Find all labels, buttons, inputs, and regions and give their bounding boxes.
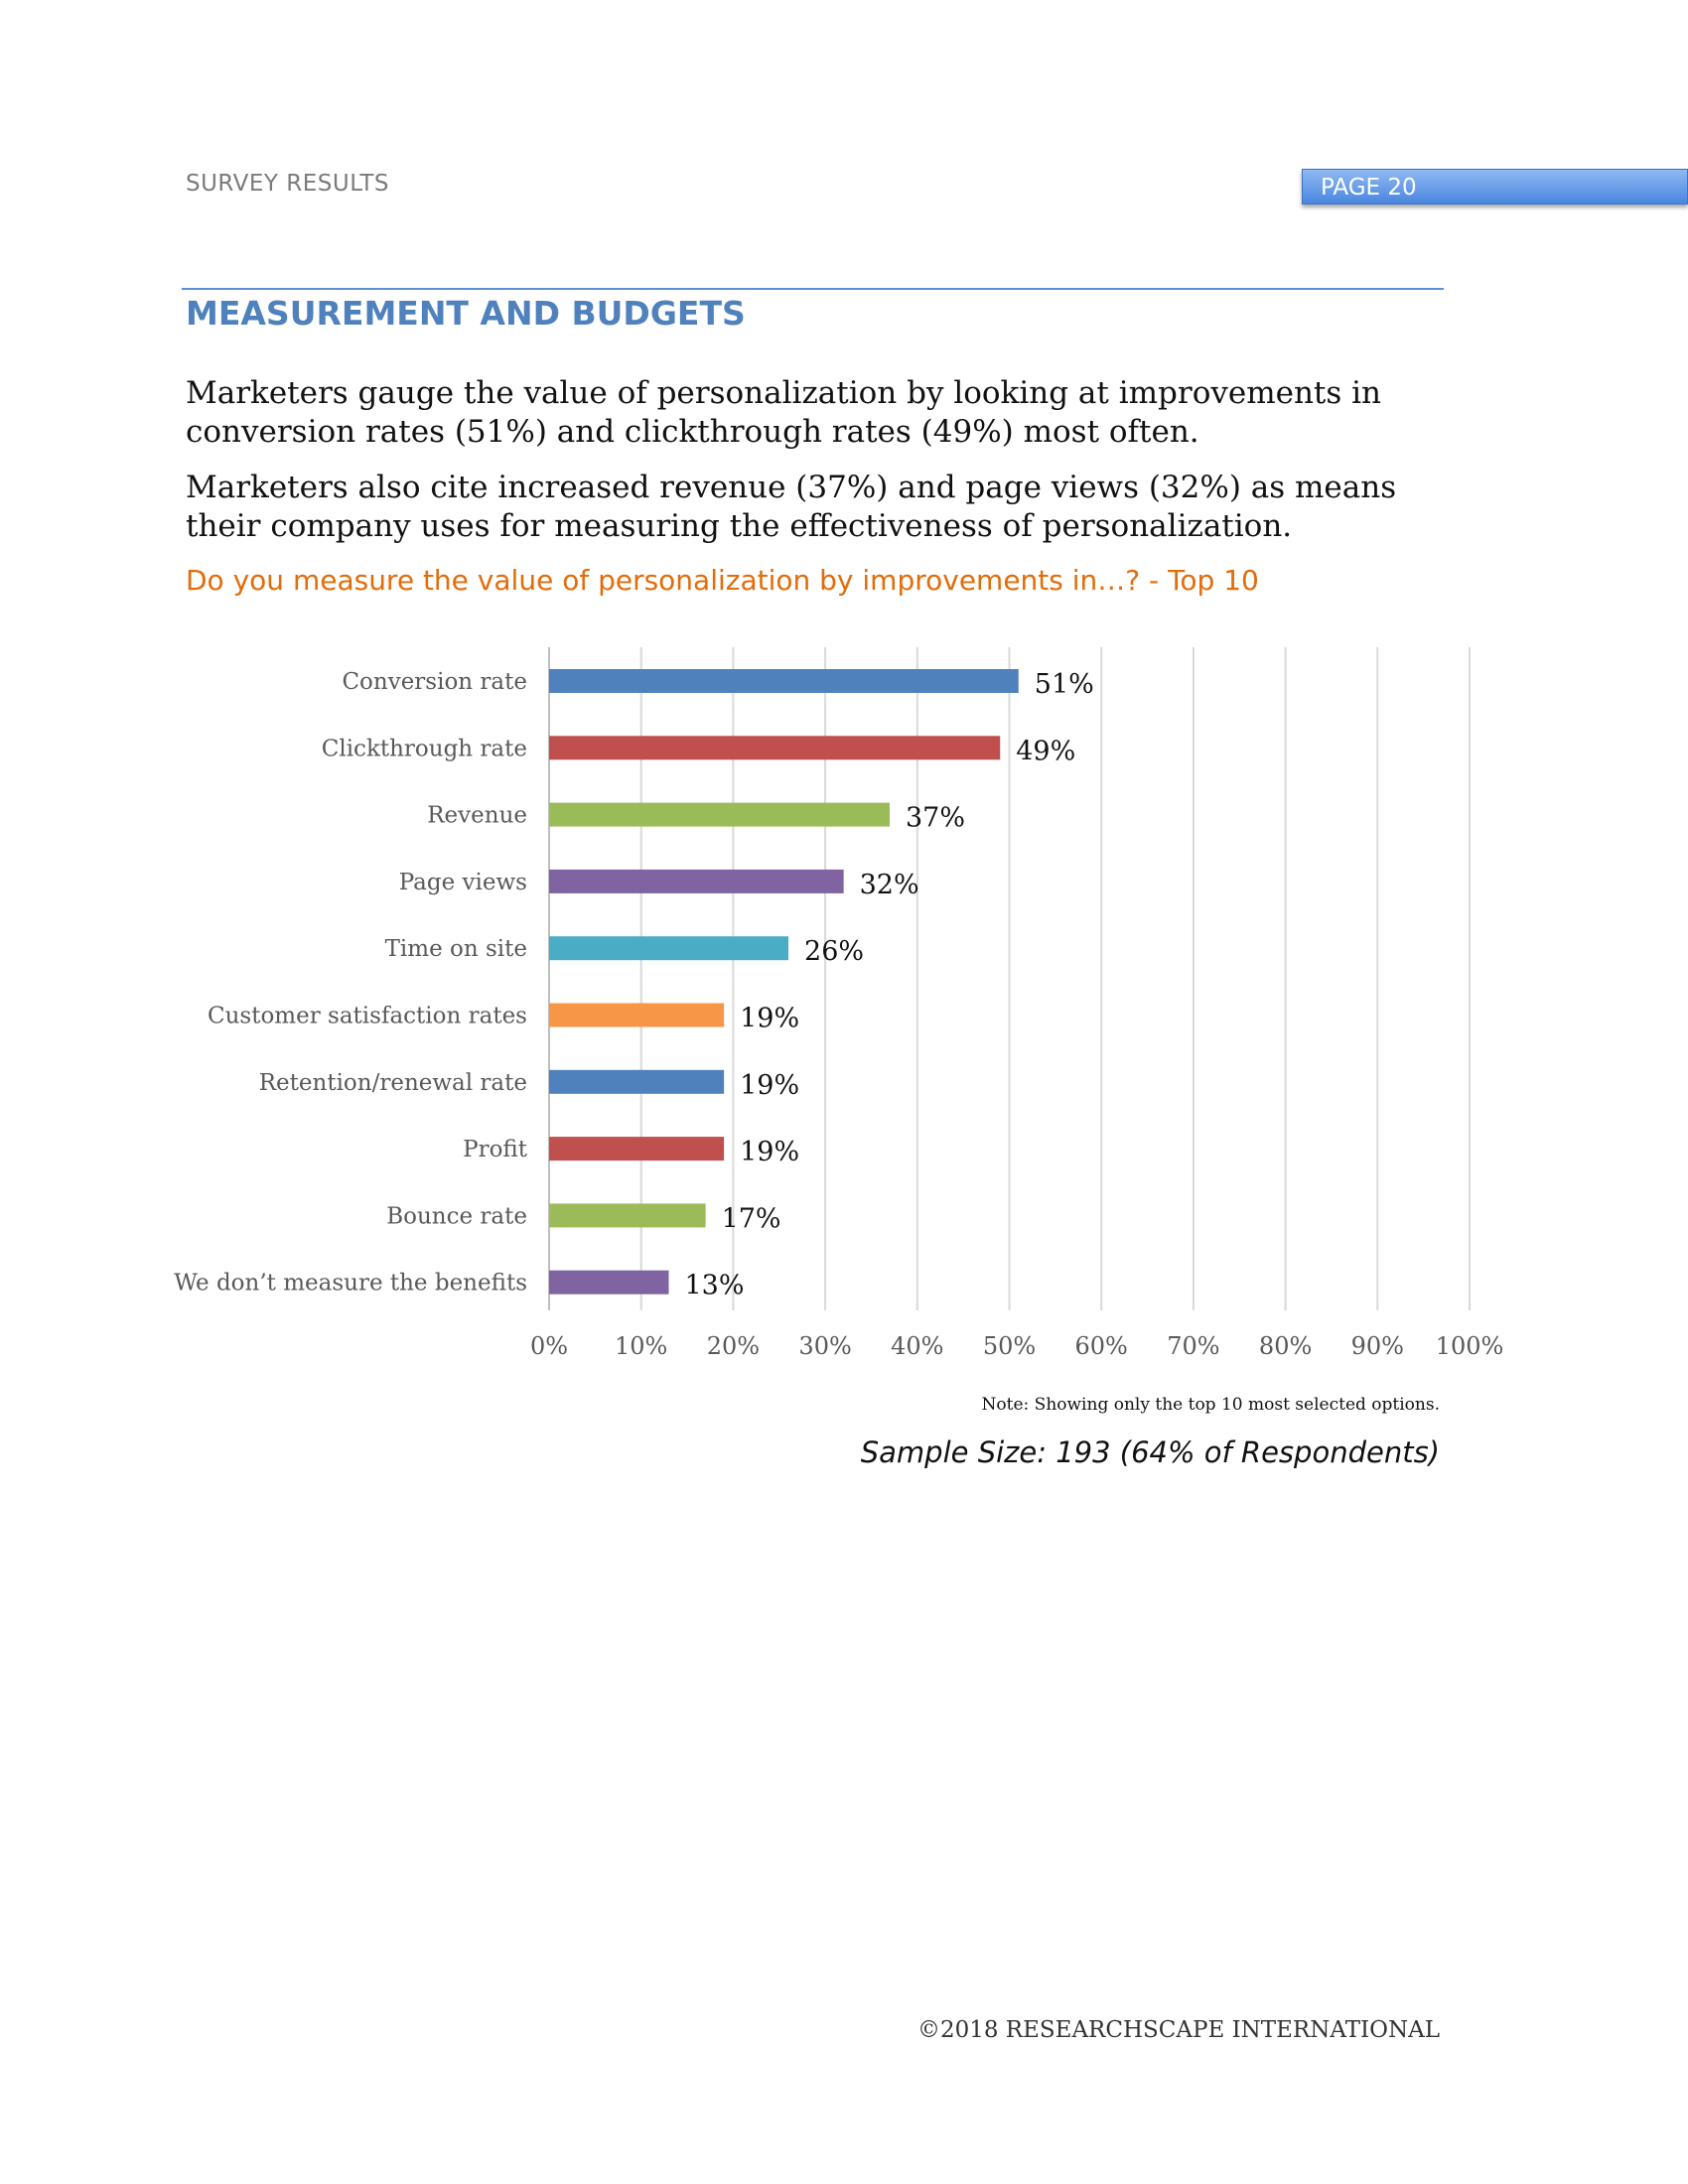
category-label: Conversion rate	[342, 669, 527, 695]
chart-bars	[549, 669, 1019, 1295]
category-label: Bounce rate	[386, 1203, 527, 1230]
data-label: 19%	[740, 1003, 800, 1034]
x-tick-label: 40%	[891, 1332, 944, 1360]
header-section-label: SURVEY RESULTS	[186, 171, 390, 197]
section-title: MEASUREMENT AND BUDGETS	[186, 294, 746, 333]
data-label: 51%	[1034, 669, 1094, 700]
data-label: 37%	[905, 802, 966, 834]
category-label: We don’t measure the benefits	[174, 1270, 527, 1297]
sample-size: Sample Size: 193 (64% of Respondents)	[860, 1435, 1440, 1469]
bar	[549, 1271, 669, 1295]
paragraph-2: Marketers also cite increased revenue (37%) and page views (32%) as means their company uses for measuring the effectiveness of personalization.	[186, 470, 1397, 544]
bar	[549, 1203, 706, 1227]
bar	[549, 803, 890, 827]
data-label: 13%	[684, 1270, 745, 1301]
category-label: Clickthrough rate	[321, 736, 527, 762]
category-label: Time on site	[384, 936, 527, 963]
category-label: Revenue	[427, 802, 527, 829]
bar	[549, 1004, 724, 1027]
category-label: Retention/renewal rate	[258, 1069, 527, 1096]
paragraph-1: Marketers gauge the value of personalization by looking at improvements in conversion rates (51%) and clickthrough rates (49%) most often.	[186, 375, 1382, 450]
bar	[549, 936, 788, 960]
category-label: Page views	[398, 869, 527, 895]
x-tick-label: 30%	[798, 1332, 852, 1360]
data-label: 32%	[859, 869, 919, 900]
x-tick-label: 50%	[982, 1332, 1037, 1360]
page-number-badge: PAGE 20	[1302, 169, 1688, 205]
bar	[549, 870, 844, 893]
bar	[549, 1137, 724, 1160]
bar	[549, 1070, 724, 1094]
x-tick-label: 80%	[1258, 1332, 1313, 1360]
data-label: 17%	[721, 1203, 781, 1235]
data-label: 19%	[740, 1069, 800, 1101]
x-tick-label: 100%	[1435, 1332, 1504, 1360]
x-tick-label: 60%	[1074, 1332, 1128, 1360]
x-tick-label: 20%	[706, 1332, 761, 1360]
data-label: 19%	[740, 1137, 800, 1168]
x-tick-label: 10%	[615, 1332, 668, 1360]
bar	[549, 736, 1000, 759]
x-tick-label: 90%	[1350, 1332, 1404, 1360]
bar	[549, 669, 1019, 693]
x-tick-label: 0%	[529, 1332, 569, 1360]
chart-labels	[174, 669, 1503, 1360]
data-label: 26%	[804, 936, 865, 968]
category-label: Profit	[463, 1137, 527, 1163]
data-label: 49%	[1016, 736, 1076, 767]
chart-question: Do you measure the value of personalization by improvements in…? - Top 10	[186, 564, 1259, 597]
chart-note: Note: Showing only the top 10 most selected options.	[981, 1395, 1440, 1415]
x-tick-label: 70%	[1167, 1332, 1220, 1360]
footer-copyright: ©2018 RESEARCHSCAPE INTERNATIONAL	[916, 2017, 1440, 2043]
category-label: Customer satisfaction rates	[208, 1003, 527, 1029]
